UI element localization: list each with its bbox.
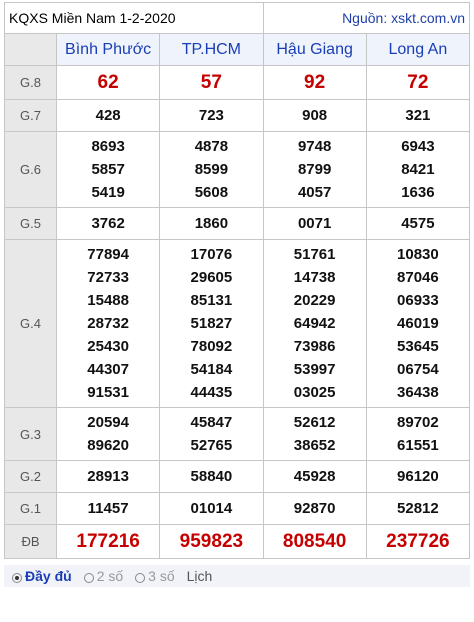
prize-number: 237726 xyxy=(386,531,450,552)
prize-label: G.4 xyxy=(5,240,57,408)
prize-number: 85131 xyxy=(190,292,233,309)
prize-cell xyxy=(160,525,263,559)
province-header[interactable]: Hậu Giang xyxy=(263,34,366,66)
prize-number: 73986 xyxy=(293,338,336,355)
prize-number: 11457 xyxy=(87,500,129,517)
prize-number: 58840 xyxy=(190,468,233,485)
prize-row xyxy=(5,461,470,493)
prize-cell xyxy=(57,100,160,132)
prize-number: 808540 xyxy=(282,531,347,552)
prize-cell xyxy=(366,100,469,132)
header-row xyxy=(5,3,470,34)
prize-number: 723 xyxy=(198,107,224,124)
prize-label: G.5 xyxy=(5,208,57,240)
prize-number: 53997 xyxy=(293,361,336,378)
prize-row xyxy=(5,240,470,408)
prize-number: 01014 xyxy=(190,500,233,517)
option-full-label: Đầy đủ xyxy=(25,568,72,584)
prize-number: 20594 xyxy=(87,414,129,431)
prize-row xyxy=(5,100,470,132)
prize-cell xyxy=(366,240,469,408)
prize-number: 91531 xyxy=(87,384,129,401)
prize-cell xyxy=(366,461,469,493)
option-two-digits[interactable] xyxy=(84,568,123,584)
prize-number: 321 xyxy=(405,107,431,124)
prize-cell xyxy=(57,461,160,493)
radio-icon xyxy=(135,573,145,583)
prize-number: 44435 xyxy=(190,384,233,401)
province-header[interactable]: TP.HCM xyxy=(160,34,263,66)
prize-number: 36438 xyxy=(397,384,439,401)
prize-label: ĐB xyxy=(5,525,57,559)
prize-cell xyxy=(160,208,263,240)
prize-cell xyxy=(366,525,469,559)
prize-number: 51827 xyxy=(190,315,233,332)
prize-number: 428 xyxy=(95,107,121,124)
prize-number: 52765 xyxy=(190,437,233,454)
prize-number: 62 xyxy=(97,72,119,93)
prize-number: 959823 xyxy=(179,531,244,552)
prize-number: 77894 xyxy=(87,246,129,263)
prize-cell xyxy=(57,525,160,559)
prize-number: 3762 xyxy=(91,215,125,232)
prize-number: 5419 xyxy=(91,184,125,201)
prize-number: 45928 xyxy=(293,468,336,485)
results-panel xyxy=(4,2,470,587)
prize-cell xyxy=(263,132,366,208)
prize-number: 89702 xyxy=(397,414,439,431)
prize-cell xyxy=(160,132,263,208)
prize-number: 177216 xyxy=(76,531,140,552)
prize-label: G.1 xyxy=(5,493,57,525)
prize-number: 20229 xyxy=(293,292,336,309)
prize-cell xyxy=(263,66,366,100)
prize-number: 92870 xyxy=(293,500,336,517)
prize-number: 10830 xyxy=(397,246,439,263)
prize-number: 72733 xyxy=(87,269,129,286)
prize-number: 6943 xyxy=(401,138,435,155)
prize-number: 14738 xyxy=(293,269,336,286)
source-link[interactable]: Nguồn: xskt.com.vn xyxy=(263,3,470,34)
prize-number: 72 xyxy=(407,72,429,93)
option-three-digits[interactable] xyxy=(135,568,174,584)
prize-label: G.7 xyxy=(5,100,57,132)
prize-number: 92 xyxy=(304,72,326,93)
prize-cell xyxy=(160,240,263,408)
prize-number: 57 xyxy=(200,72,222,93)
prize-number: 9748 xyxy=(297,138,332,155)
prize-label: G.2 xyxy=(5,461,57,493)
prize-cell xyxy=(263,525,366,559)
prize-cell xyxy=(366,208,469,240)
results-table xyxy=(4,2,470,559)
prize-number: 29605 xyxy=(190,269,233,286)
prize-number: 1860 xyxy=(194,215,229,232)
prize-number: 8421 xyxy=(401,161,435,178)
option-three-label: 3 số xyxy=(148,568,175,584)
prize-cell xyxy=(57,66,160,100)
prize-cell xyxy=(57,208,160,240)
prize-number: 06754 xyxy=(397,361,439,378)
prize-number: 0071 xyxy=(297,215,332,232)
prize-number: 908 xyxy=(302,107,328,124)
option-two-label: 2 số xyxy=(96,568,124,584)
prize-row xyxy=(5,525,470,559)
prize-number: 17076 xyxy=(190,246,233,263)
prize-number: 25430 xyxy=(87,338,129,355)
prize-number: 4575 xyxy=(401,215,435,232)
prize-number: 87046 xyxy=(397,269,439,286)
prize-number: 06933 xyxy=(397,292,439,309)
prize-cell xyxy=(57,493,160,525)
prize-number: 03025 xyxy=(293,384,336,401)
prize-cell xyxy=(160,408,263,461)
radio-icon xyxy=(84,573,94,583)
calendar-link[interactable]: Lịch xyxy=(186,568,213,584)
prize-number: 28732 xyxy=(87,315,129,332)
province-header[interactable]: Bình Phước xyxy=(57,34,160,66)
display-options xyxy=(4,565,470,587)
prize-number: 78092 xyxy=(190,338,233,355)
prize-number: 96120 xyxy=(397,468,439,485)
prize-cell xyxy=(366,132,469,208)
prize-number: 46019 xyxy=(397,315,439,332)
prize-cell xyxy=(366,66,469,100)
prize-rows xyxy=(5,66,470,559)
prize-number: 15488 xyxy=(87,292,129,309)
prize-number: 28913 xyxy=(87,468,129,485)
prize-cell xyxy=(57,132,160,208)
corner-cell xyxy=(5,34,57,66)
prize-number: 1636 xyxy=(401,184,435,201)
prize-cell xyxy=(57,240,160,408)
prize-cell xyxy=(366,493,469,525)
province-header[interactable]: Long An xyxy=(366,34,469,66)
prize-cell xyxy=(160,461,263,493)
prize-cell xyxy=(160,66,263,100)
prize-cell xyxy=(263,240,366,408)
prize-number: 52812 xyxy=(397,500,439,517)
page-title: KQXS Miền Nam 1-2-2020 xyxy=(5,3,264,34)
prize-number: 54184 xyxy=(190,361,233,378)
prize-number: 52612 xyxy=(293,414,336,431)
prize-number: 5608 xyxy=(194,184,229,201)
prize-number: 51761 xyxy=(293,246,336,263)
prize-cell xyxy=(57,408,160,461)
prize-cell xyxy=(366,408,469,461)
prize-number: 4878 xyxy=(194,138,229,155)
prize-number: 4057 xyxy=(297,184,332,201)
prize-number: 8799 xyxy=(297,161,332,178)
prize-number: 38652 xyxy=(293,437,336,454)
prize-label: G.3 xyxy=(5,408,57,461)
prize-label: G.8 xyxy=(5,66,57,100)
prize-number: 8599 xyxy=(194,161,229,178)
prize-number: 5857 xyxy=(91,161,125,178)
prize-row xyxy=(5,493,470,525)
prize-number: 89620 xyxy=(87,437,129,454)
prize-number: 45847 xyxy=(190,414,233,431)
prize-number: 8693 xyxy=(91,138,125,155)
prize-row xyxy=(5,208,470,240)
prize-cell xyxy=(263,493,366,525)
option-full[interactable] xyxy=(12,568,72,584)
prize-row xyxy=(5,132,470,208)
prize-row xyxy=(5,408,470,461)
prize-row xyxy=(5,66,470,100)
prize-number: 64942 xyxy=(293,315,336,332)
prize-number: 53645 xyxy=(397,338,439,355)
prize-number: 44307 xyxy=(87,361,129,378)
prize-cell xyxy=(160,493,263,525)
prize-cell xyxy=(263,100,366,132)
prize-cell xyxy=(263,208,366,240)
province-header-row xyxy=(5,34,470,66)
prize-cell xyxy=(263,461,366,493)
prize-cell xyxy=(160,100,263,132)
radio-selected-icon xyxy=(12,573,22,583)
prize-number: 61551 xyxy=(397,437,439,454)
prize-label: G.6 xyxy=(5,132,57,208)
prize-cell xyxy=(263,408,366,461)
